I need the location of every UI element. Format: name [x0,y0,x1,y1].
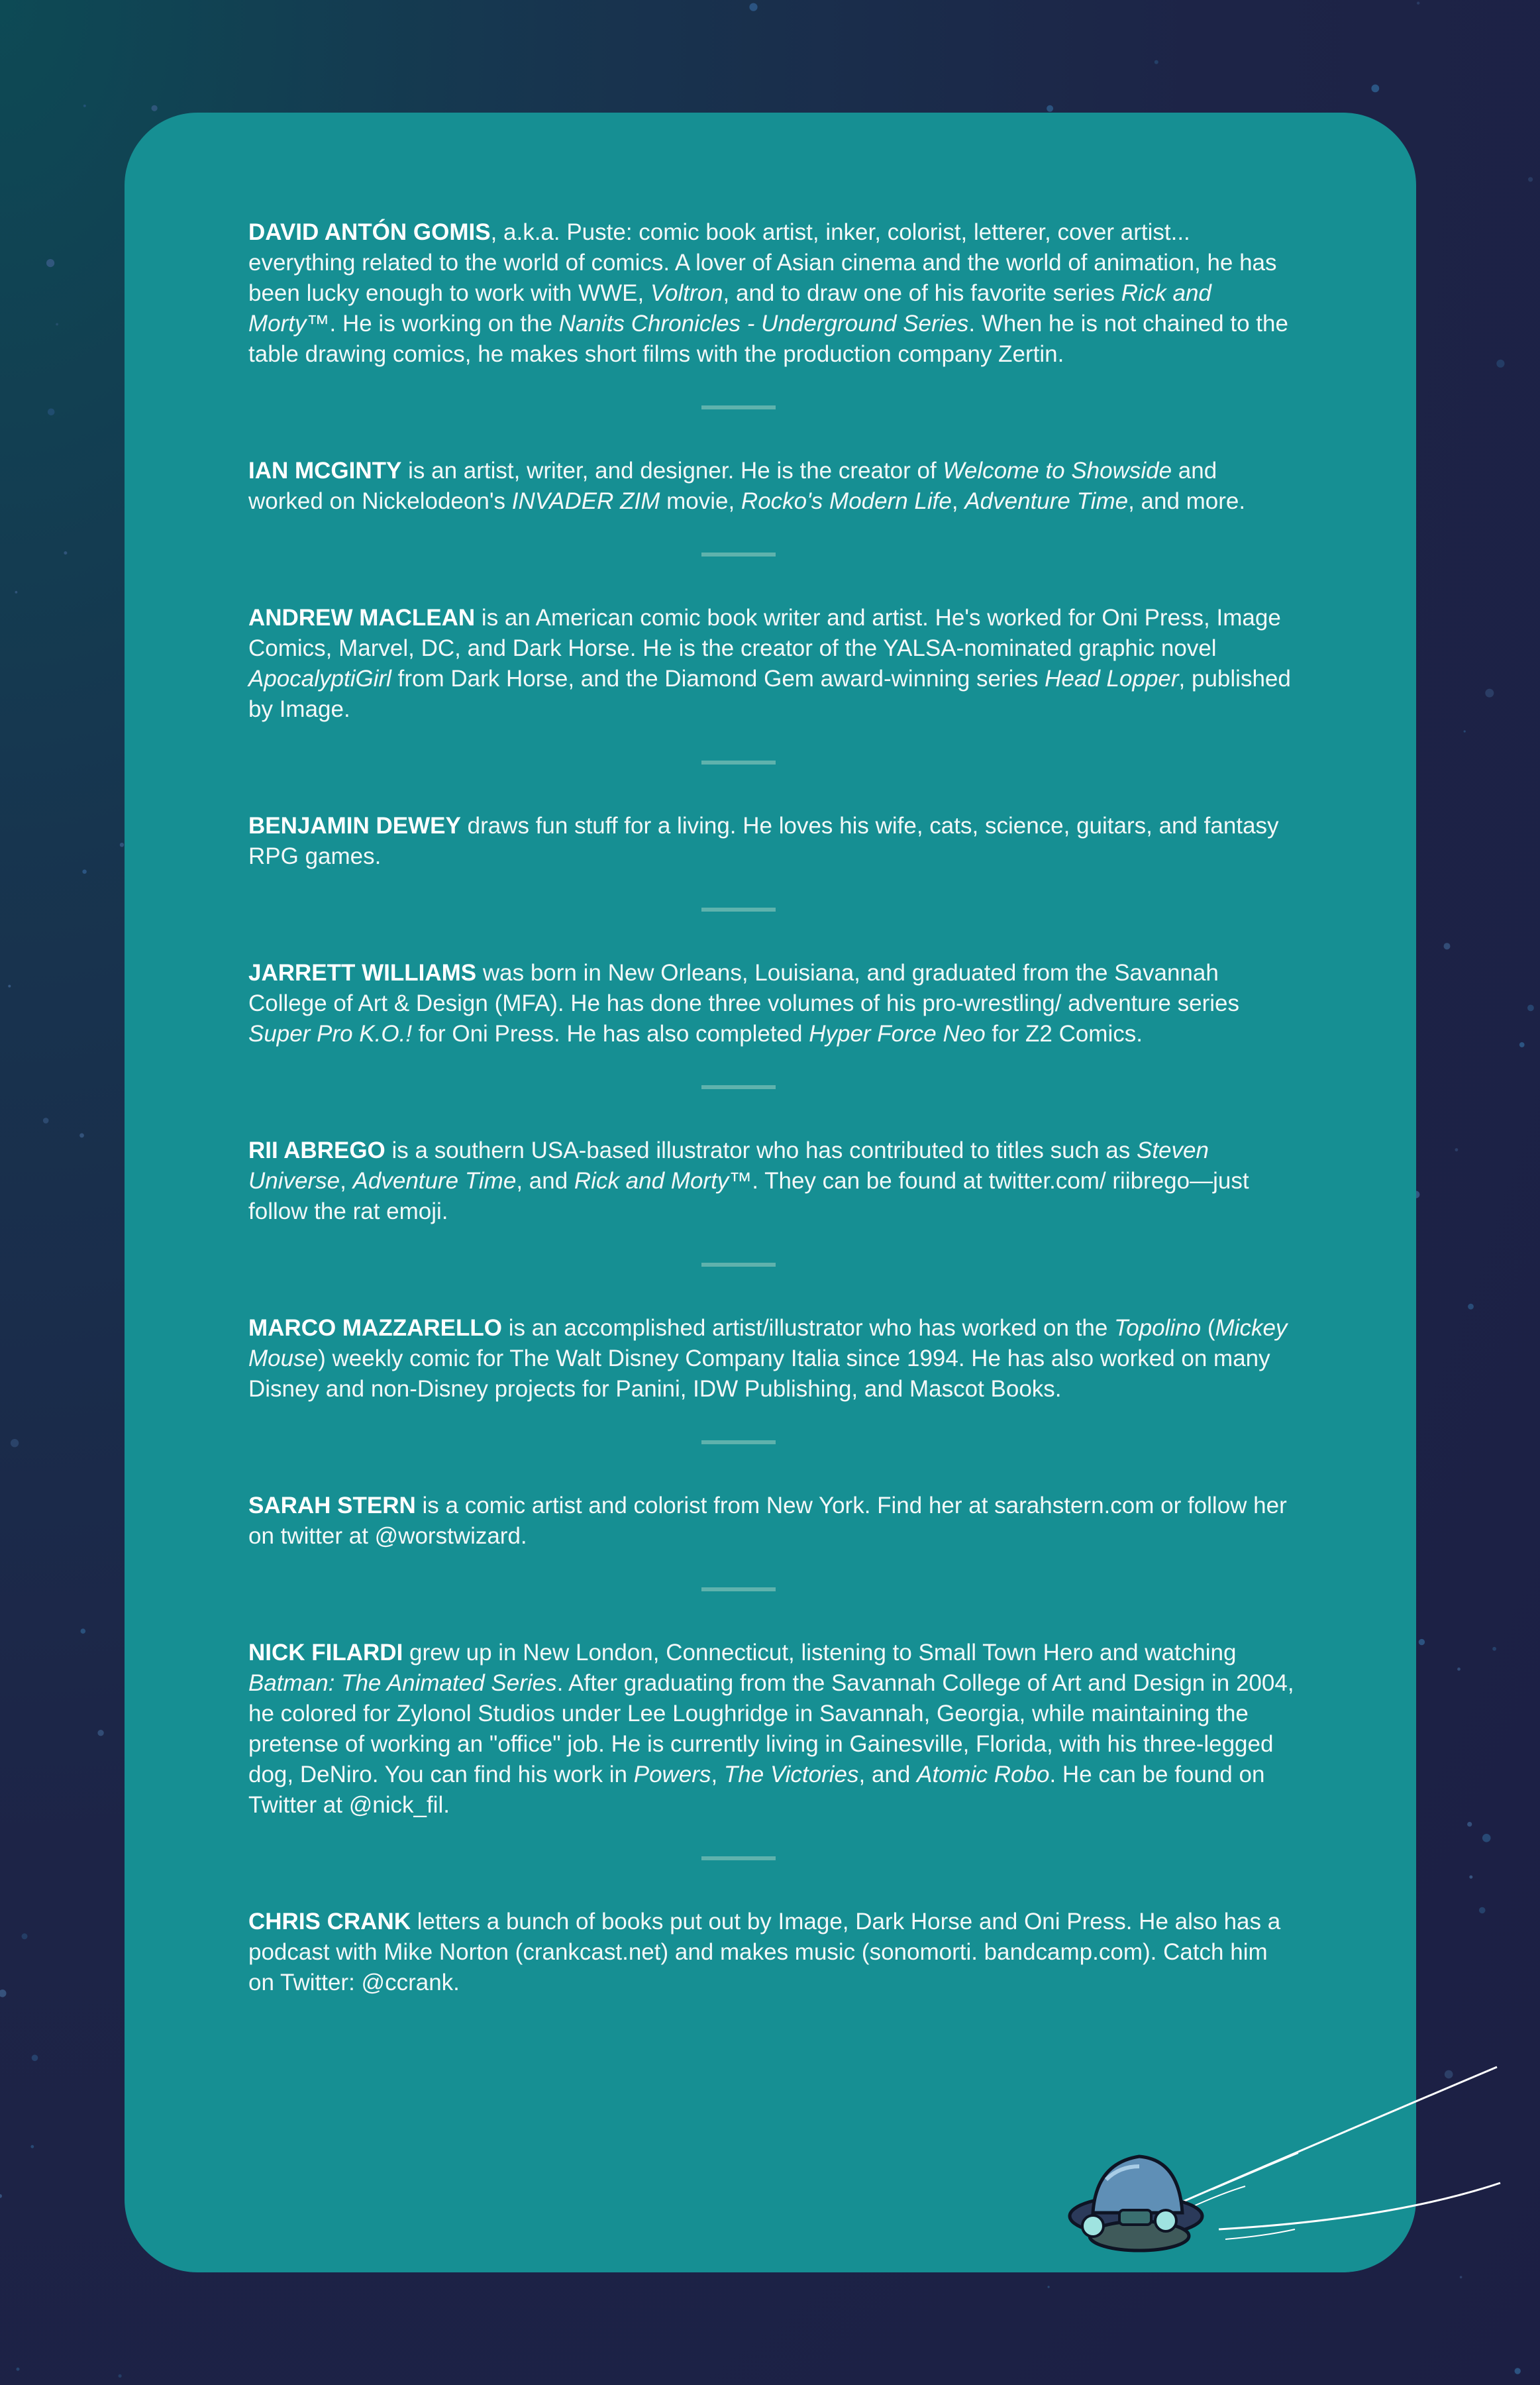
bio-title-italic: Atomic Robo [917,1762,1050,1787]
bio-title-italic: Welcome to Showside [943,458,1172,484]
star-dot [1048,2286,1050,2288]
bio-text: , a.k.a. Puste: comic book artist, inker, colorist, letterer, cover artist... everything related to the world of comics. A lover of Asian cinema and the world of animation, he has been lucky enough to work with WWE, [248,219,1277,306]
bio-title-italic: Adventure Time [352,1168,517,1194]
bio-text: ™. He is working on the [306,311,559,337]
bio-title-italic: Steven Universe [248,1138,1209,1194]
bio-title-italic: Nanits Chronicles - Underground Series [558,311,969,337]
bio-text: is an American comic book writer and artist. He's worked for Oni Press, Image Comics, Marvel, DC, and Dark Horse. He is the creator of the YALSA-nominated graphic novel [248,605,1281,661]
bio-text: for Z2 Comics. [985,1021,1143,1047]
bio-text: is an accomplished artist/illustrator who has worked on the [502,1315,1115,1341]
star-dot [152,105,158,111]
bio-paragraph [248,603,1295,725]
bio-text: ™. They can be found at twitter.com/ riibrego—just follow the rat emoji. [248,1168,1249,1224]
star-dot [56,323,58,326]
star-dot [749,3,757,11]
bio-text: , published by Image. [248,666,1291,722]
star-dot [1155,60,1158,64]
star-dot [43,1118,49,1124]
star-dot [1485,689,1494,698]
bio-name: CHRIS CRANK [248,1909,411,1934]
star-dot [64,551,67,555]
star-dot [15,591,18,594]
star-dot [0,2194,2,2198]
bio-name: DAVID ANTÓN GOMIS [248,219,491,245]
star-dot [1519,1042,1525,1047]
bio-title-italic: ApocalyptiGirl [248,666,391,692]
star-dot [119,2374,122,2378]
section-divider [701,1440,776,1444]
star-dot [82,870,86,874]
star-dot [1482,1834,1491,1842]
bio-name: MARCO MAZZARELLO [248,1315,503,1341]
bio-text: is a comic artist and colorist from New York. Find her at sarahstern.com or follow her on twitter at @worstwizard. [248,1493,1287,1549]
bio-text: , [340,1168,353,1194]
bio-title-italic: Rick and Morty [248,280,1211,337]
bio-name: BENJAMIN DEWEY [248,813,461,839]
section-divider [701,405,776,409]
star-dot [1479,1907,1486,1914]
bio-text: , [711,1762,724,1787]
creator-bios [248,217,1295,1998]
bio-text: , and [858,1762,917,1787]
bio-paragraph [248,958,1295,1049]
bio-text: for Oni Press. He has also completed [412,1021,809,1047]
star-dot [1460,2276,1463,2278]
bio-title-italic: Topolino [1114,1315,1202,1341]
bio-text: . When he is not chained to the table drawing comics, he makes short films with the production company Zertin. [248,311,1288,367]
flying-saucer-illustration [1047,2014,1540,2259]
bio-text: draws fun stuff for a living. He loves his wife, cats, science, guitars, and fantasy RPG games. [248,813,1279,869]
star-dot [120,843,124,847]
bio-text: , and to draw one of his favorite series [723,280,1121,306]
star-dot [97,1730,103,1736]
star-dot [1492,1647,1496,1651]
star-dot [30,2145,34,2148]
bio-paragraph [248,456,1295,517]
bio-title-italic: Mickey Mouse [248,1315,1288,1371]
bio-paragraph [248,811,1295,872]
bio-name: SARAH STERN [248,1493,416,1518]
bio-title-italic: Powers [633,1762,711,1787]
bio-text: is a southern USA-based illustrator who has contributed to titles such as [385,1138,1137,1163]
star-dot [81,1628,86,1634]
star-dot [1417,1,1419,4]
section-divider [701,1587,776,1591]
bio-name: JARRETT WILLIAMS [248,960,477,986]
bio-title-italic: INVADER ZIM [511,488,660,514]
bio-paragraph [248,1638,1295,1821]
star-dot [22,1933,28,1939]
bio-paragraph [248,1491,1295,1552]
star-dot [1496,360,1504,368]
bio-text: from Dark Horse, and the Diamond Gem award-winning series [391,666,1045,692]
bio-text: , and more. [1128,488,1246,514]
bio-name: NICK FILARDI [248,1640,403,1666]
bio-paragraph [248,1136,1295,1227]
bio-text: . After graduating from the Savannah College of Art and Design in 2004, he colored for Zylonol Studios under Lee Loughridge in Savannah, Georgia, while maintaining the pretense of working an "office" job. He is currently living in Gainesville, Florida, with his three-legged dog, DeNiro. You can find his work in [248,1670,1294,1787]
bio-text: , [951,488,965,514]
bio-text: was born in New Orleans, Louisiana, and graduated from the Savannah College of Art & Design (MFA). He has done three volumes of his pro-wrestling/ adventure series [248,960,1239,1016]
star-dot [1047,105,1053,112]
bio-name: ANDREW MACLEAN [248,605,476,631]
bio-text: letters a bunch of books put out by Image, Dark Horse and Oni Press. He also has a podcast with Mike Norton (crankcast.net) and makes music (sonomorti. bandcamp.com). Catch him on Twitter: @ccrank. [248,1909,1281,1995]
star-dot [32,2054,38,2061]
bio-text: movie, [660,488,741,514]
section-divider [701,908,776,912]
star-dot [1469,1876,1472,1879]
bio-text: and worked on Nickelodeon's [248,458,1217,514]
star-dot [1528,177,1533,182]
star-dot [1515,2368,1521,2374]
bio-paragraph [248,217,1295,370]
star-dot [0,1989,7,1997]
bio-title-italic: Voltron [650,280,723,306]
star-dot [1464,730,1466,732]
bio-title-italic: Head Lopper [1045,666,1179,692]
star-dot [11,1439,19,1447]
star-dot [1457,1668,1461,1671]
star-dot [17,2368,20,2371]
bio-title-italic: The Victories [723,1762,859,1787]
section-divider [701,1263,776,1267]
star-dot [48,409,55,416]
bio-text: ) weekly comic for The Walt Disney Company Italia since 1994. He has also worked on many Disney and non-Disney projects for Panini, IDW Publishing, and Mascot Books. [248,1346,1270,1402]
bio-title-italic: Rocko's Modern Life [741,488,952,514]
star-dot [1467,1822,1472,1827]
bio-text: is an artist, writer, and designer. He is the creator of [401,458,943,484]
star-dot [46,259,54,267]
bio-text: ( [1201,1315,1215,1341]
star-dot [1419,1639,1425,1645]
bio-text: , and [516,1168,574,1194]
section-divider [701,1856,776,1860]
star-dot [79,1134,84,1138]
bio-paragraph [248,1313,1295,1404]
bio-text: . He can be found on Twitter at @nick_fil. [248,1762,1265,1818]
star-dot [1527,1005,1534,1012]
section-divider [701,553,776,556]
bio-title-italic: Rick and Morty [574,1168,729,1194]
bio-title-italic: Super Pro K.O.! [248,1021,413,1047]
star-dot [1371,84,1379,92]
bio-title-italic: Batman: The Animated Series [248,1670,557,1696]
star-dot [1455,1148,1459,1151]
bio-text: grew up in New London, Connecticut, listening to Small Town Hero and watching [403,1640,1237,1666]
section-divider [701,1085,776,1089]
bio-name: IAN MCGINTY [248,458,402,484]
bio-paragraph [248,1907,1295,1998]
star-dot [83,105,86,107]
star-dot [1468,1304,1474,1310]
star-dot [1444,943,1451,949]
section-divider [701,761,776,765]
bio-title-italic: Hyper Force Neo [809,1021,986,1047]
bio-name: RII ABREGO [248,1138,385,1163]
star-dot [8,985,11,988]
bio-title-italic: Adventure Time [964,488,1129,514]
